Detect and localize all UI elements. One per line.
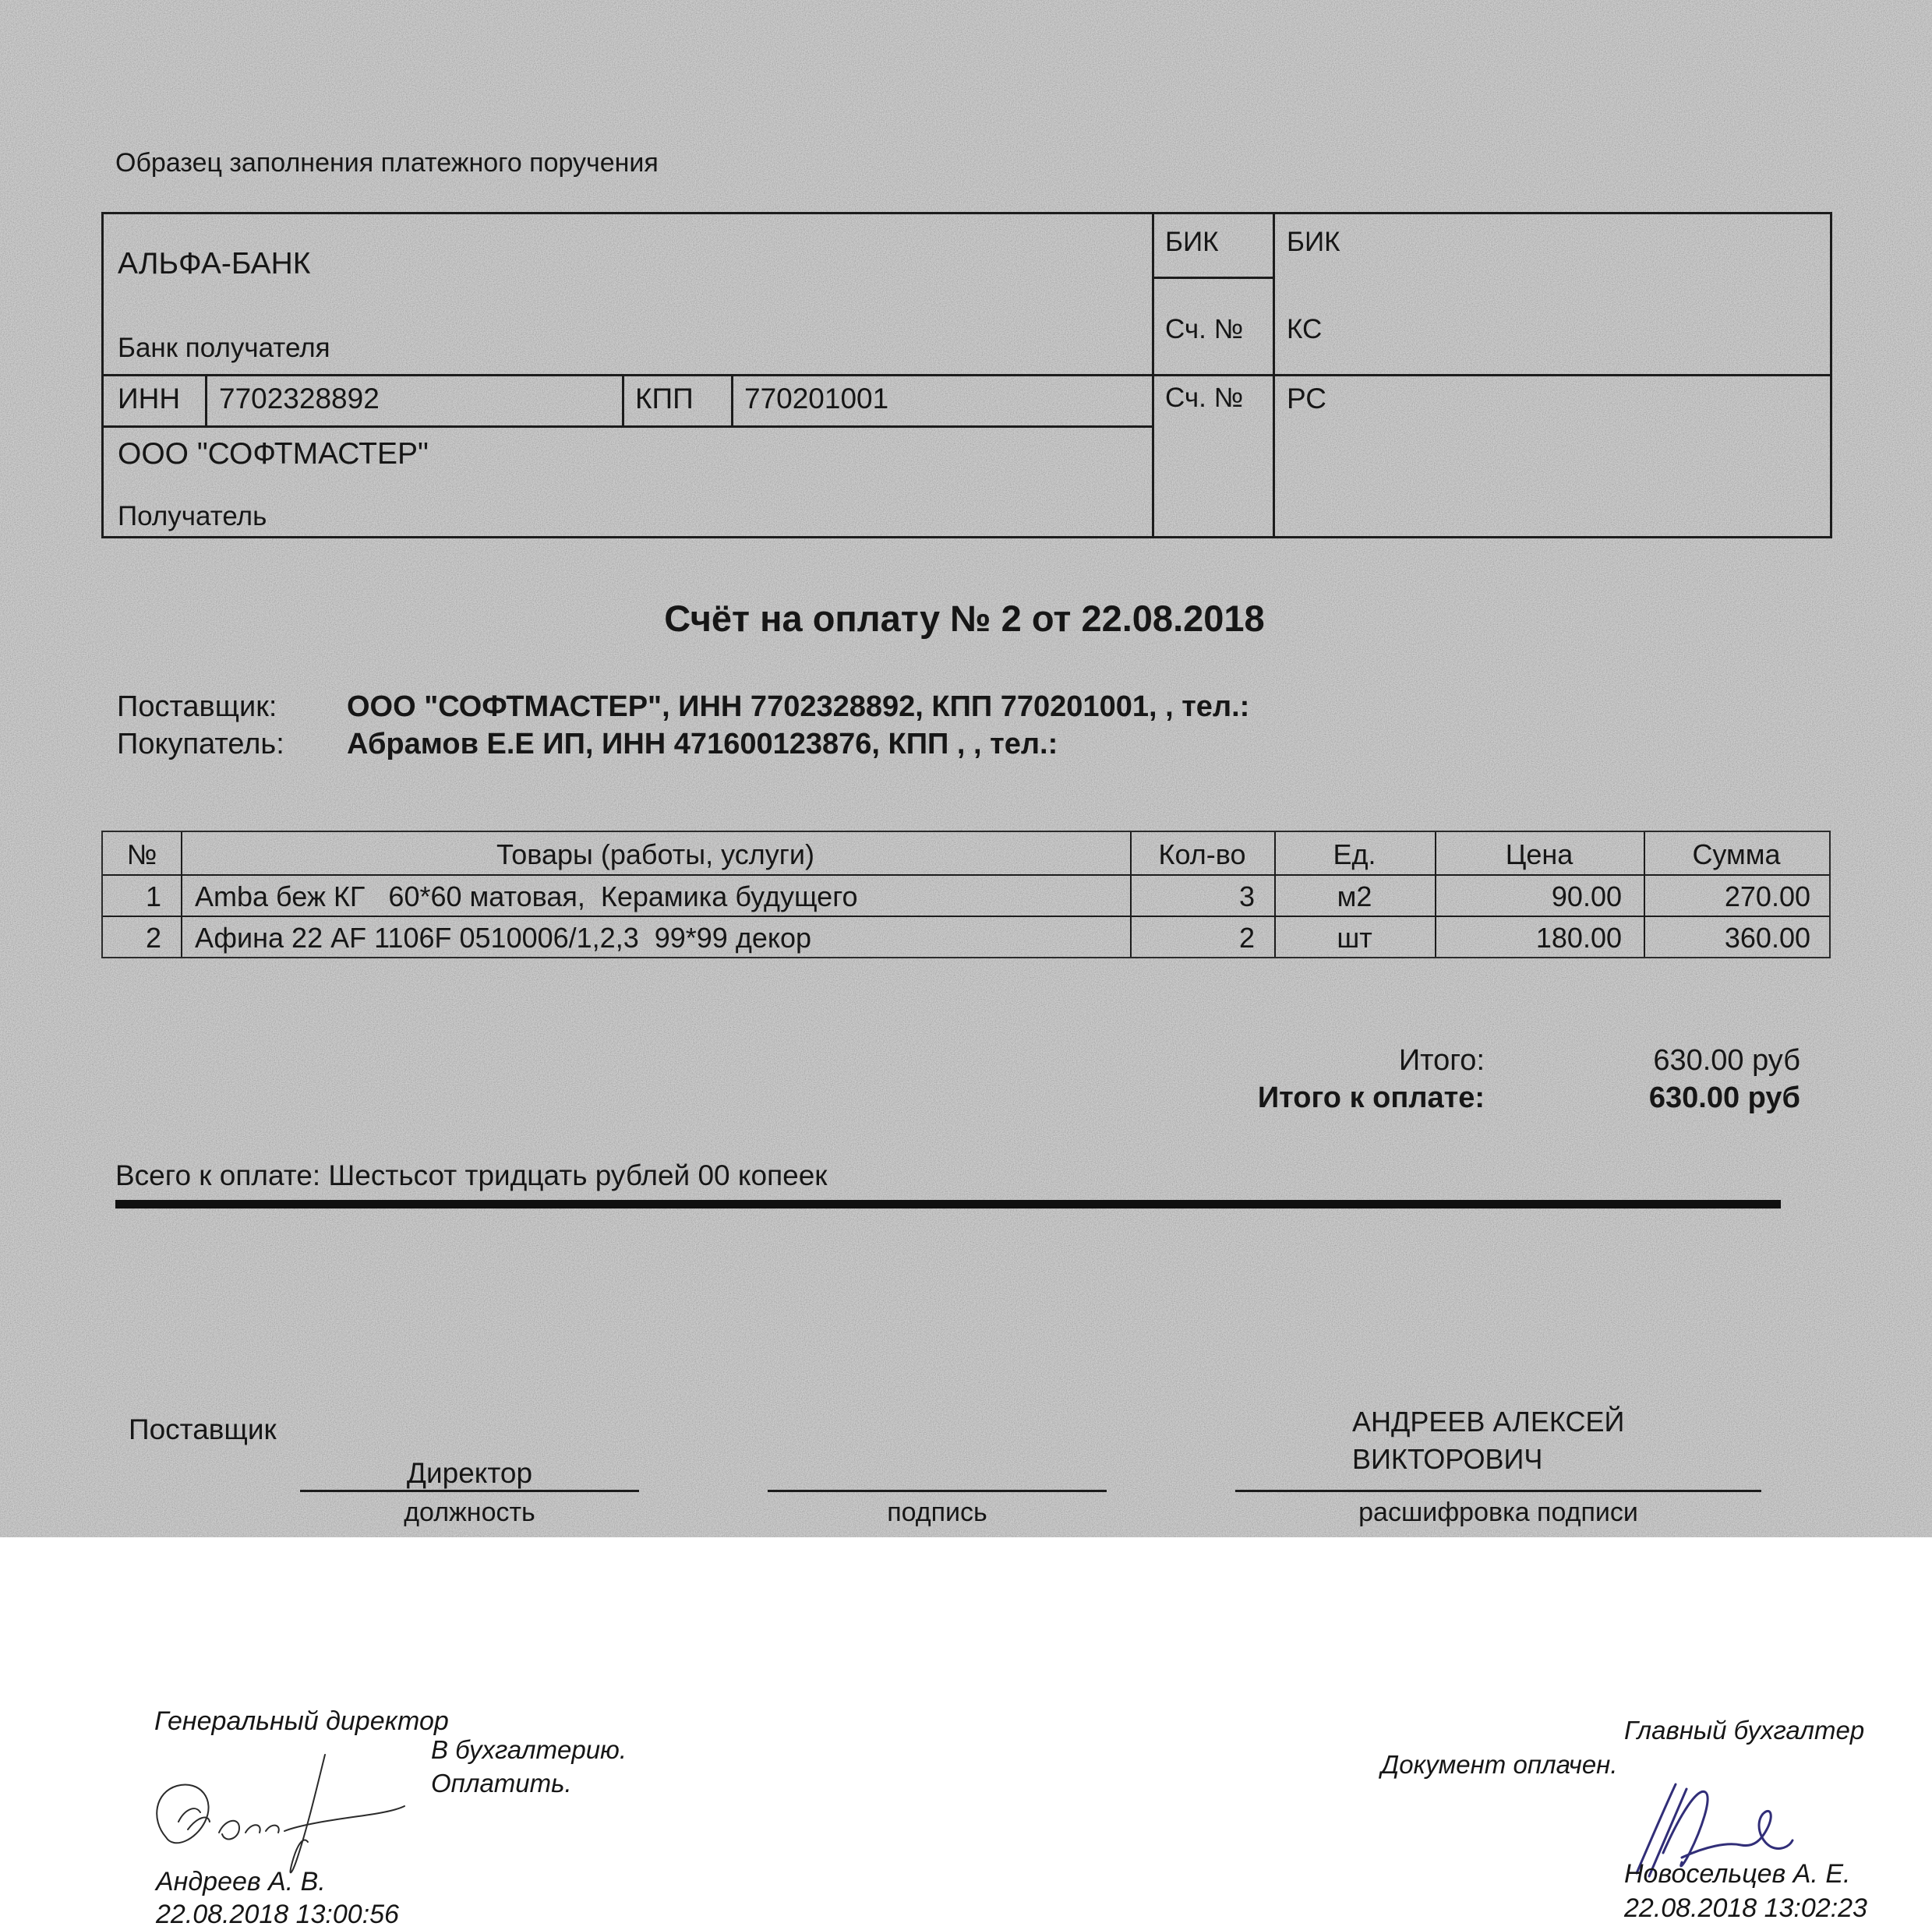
header-note: Образец заполнения платежного поручения [115,148,659,178]
rs-value: РС [1287,383,1326,415]
supplier-value: ООО "СОФТМАСТЕР", ИНН 7702328892, КПП 770201001, , тел.: [347,690,1250,723]
bik-value: БИК [1287,227,1340,257]
signature-position-label: должность [404,1498,535,1527]
signature-transcript-label: расшифровка подписи [1358,1498,1638,1527]
divider [103,916,1829,917]
amount-in-words: Всего к оплате: Шестьсот тридцать рублей 00 копеек [115,1159,828,1191]
total-value: 630.00 руб [1653,1044,1800,1077]
kpp-label: КПП [635,383,694,415]
account-label-bottom: Сч. № [1165,383,1244,413]
table-row-cell: Amba беж КГ 60*60 матовая, Керамика будущего [195,880,858,912]
col-header-num: № [126,838,157,870]
col-header-qty: Кол-во [1158,838,1246,870]
col-header-unit: Ед. [1333,838,1376,870]
signature-line-position [300,1490,639,1492]
signature-line-transcript [1235,1490,1761,1492]
divider [104,374,1830,376]
recipient-label: Получатель [118,501,267,531]
ks-value: КС [1287,314,1323,344]
accountant-datetime: 22.08.2018 13:02:23 [1624,1893,1867,1923]
table-row-cell: 3 [1238,880,1255,912]
divider [731,374,733,428]
total-label: Итого: [1398,1044,1485,1077]
table-row-cell: 360.00 [1724,922,1810,954]
table-row-cell: 90.00 [1551,880,1622,912]
divider [205,374,207,428]
account-label-top: Сч. № [1165,314,1244,344]
table-row-cell: 270.00 [1724,880,1810,912]
total-due-label: Итого к оплате: [1257,1081,1485,1114]
table-row-cell: м2 [1337,880,1372,912]
table-row-cell: 180.00 [1535,922,1622,954]
director-name: Андреев А. В. [156,1867,326,1896]
thick-rule [115,1200,1781,1208]
divider [622,374,624,428]
inn-value: 7702328892 [219,383,380,415]
divider [104,425,1154,428]
buyer-value: Абрамов Е.Е ИП, ИНН 471600123876, КПП , , тел.: [347,728,1058,760]
buyer-label: Покупатель: [117,728,284,760]
signature-name-line2: ВИКТОРОВИЧ [1352,1443,1543,1475]
paid-note: Документ оплачен. [1381,1750,1618,1779]
divider [103,874,1829,876]
accounting-note-line1: В бухгалтерию. [431,1735,627,1764]
bank-details-table [101,212,1832,538]
inn-label: ИНН [118,383,181,415]
col-header-price: Цена [1505,838,1574,870]
director-title: Генеральный директор [154,1706,449,1736]
signature-name-line1: АНДРЕЕВ АЛЕКСЕЙ [1352,1406,1625,1438]
director-datetime: 22.08.2018 13:00:56 [156,1900,399,1929]
items-table [101,831,1831,958]
accountant-name: Новосельцев А. Е. [1624,1859,1851,1889]
bank-name: АЛЬФА-БАНК [118,247,311,281]
signature-supplier-label: Поставщик [129,1413,277,1445]
supplier-label: Поставщик: [117,690,277,723]
director-signature [144,1745,409,1886]
bik-label: БИК [1165,227,1219,257]
table-row-cell: 2 [145,922,161,954]
table-row-cell: Афина 22 AF 1106F 0510006/1,2,3 99*99 декор [195,922,812,954]
divider [1152,277,1275,279]
table-row-cell: шт [1337,922,1372,954]
total-due-value: 630.00 руб [1648,1081,1800,1114]
signature-sign-label: подпись [887,1498,987,1527]
accounting-note-line2: Оплатить. [431,1769,572,1798]
invoice-title: Счёт на оплату № 2 от 22.08.2018 [664,598,1265,639]
bank-label: Банк получателя [118,333,330,363]
col-header-sum: Сумма [1692,838,1781,870]
recipient-name: ООО "СОФТМАСТЕР" [118,437,429,471]
col-header-name: Товары (работы, услуги) [496,838,814,870]
accountant-title: Главный бухгалтер [1624,1716,1865,1745]
table-row-cell: 1 [145,880,161,912]
table-row-cell: 2 [1238,922,1255,954]
signature-position-value: Директор [406,1457,533,1489]
signature-line-sign [768,1490,1107,1492]
kpp-value: 770201001 [744,383,889,415]
